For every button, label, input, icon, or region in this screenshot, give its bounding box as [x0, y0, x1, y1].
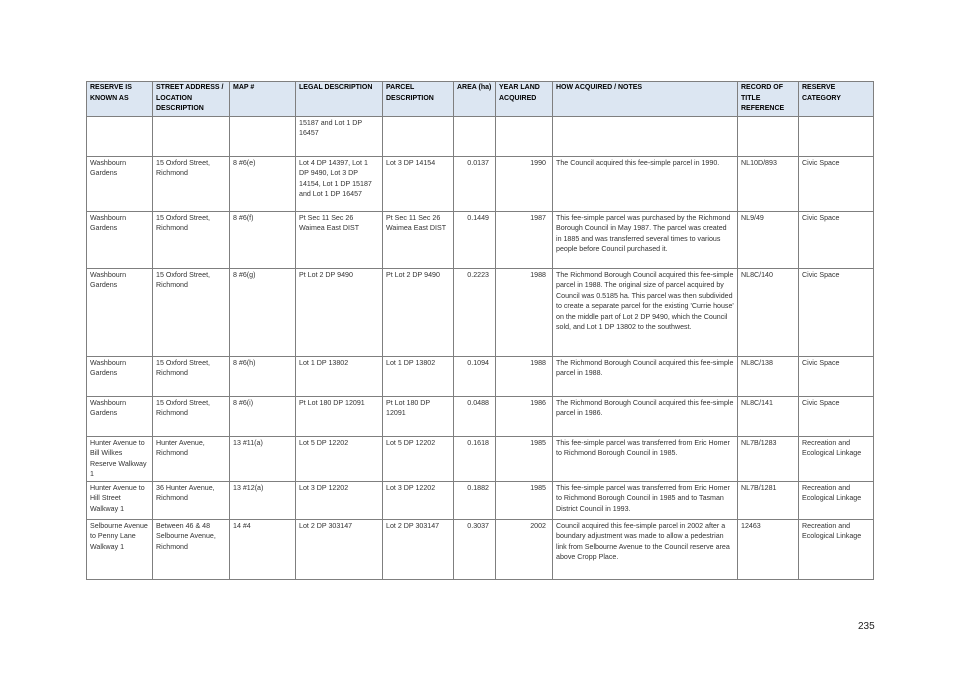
cell-legal-description: Lot 4 DP 14397, Lot 1 DP 9490, Lot 3 DP 14154, Lot 1 DP 15187 and Lot 1 DP 16457 — [296, 157, 383, 212]
cell-map-number: 8 #6(i) — [230, 397, 296, 437]
cell-how-acquired — [553, 117, 738, 157]
cell-reserve-category: Civic Space — [799, 157, 874, 212]
cell-how-acquired: This fee-simple parcel was transferred from Eric Homer to Richmond Borough Council in 1985. — [553, 437, 738, 482]
header-area: AREA (ha) — [454, 82, 496, 117]
cell-reserve-name: Hunter Avenue to Hill Street Walkway 1 — [87, 482, 153, 520]
cell-reserve-category — [799, 117, 874, 157]
cell-title-reference: NL8C/138 — [738, 357, 799, 397]
table-header-row — [87, 82, 874, 117]
cell-reserve-name: Washbourn Gardens — [87, 357, 153, 397]
cell-parcel-description: Pt Lot 2 DP 9490 — [383, 269, 454, 357]
cell-how-acquired: The Council acquired this fee-simple parcel in 1990. — [553, 157, 738, 212]
cell-parcel-description: Lot 3 DP 12202 — [383, 482, 454, 520]
cell-street-address: 15 Oxford Street, Richmond — [153, 269, 230, 357]
table-row — [87, 117, 874, 157]
cell-year-acquired: 2002 — [496, 520, 553, 580]
cell-area: 0.3037 — [454, 520, 496, 580]
reserves-table — [86, 81, 874, 580]
cell-street-address: 15 Oxford Street, Richmond — [153, 357, 230, 397]
header-how-acquired: HOW ACQUIRED / NOTES — [553, 82, 738, 117]
cell-legal-description: Lot 5 DP 12202 — [296, 437, 383, 482]
cell-year-acquired: 1986 — [496, 397, 553, 437]
table-row — [87, 482, 874, 520]
header-legal-description: LEGAL DESCRIPTION — [296, 82, 383, 117]
cell-street-address — [153, 117, 230, 157]
cell-how-acquired: The Richmond Borough Council acquired this fee-simple parcel in 1988. — [553, 357, 738, 397]
cell-map-number — [230, 117, 296, 157]
cell-reserve-name: Selbourne Avenue to Penny Lane Walkway 1 — [87, 520, 153, 580]
cell-area: 0.0137 — [454, 157, 496, 212]
cell-year-acquired: 1985 — [496, 482, 553, 520]
cell-reserve-name: Washbourn Gardens — [87, 212, 153, 269]
cell-reserve-name: Washbourn Gardens — [87, 269, 153, 357]
cell-year-acquired: 1985 — [496, 437, 553, 482]
cell-title-reference: NL7B/1281 — [738, 482, 799, 520]
cell-title-reference: NL8C/141 — [738, 397, 799, 437]
cell-street-address: 15 Oxford Street, Richmond — [153, 212, 230, 269]
table-row — [87, 520, 874, 580]
cell-area: 0.1094 — [454, 357, 496, 397]
cell-year-acquired: 1988 — [496, 269, 553, 357]
cell-reserve-category: Civic Space — [799, 269, 874, 357]
cell-reserve-name: Washbourn Gardens — [87, 397, 153, 437]
header-reserve-category: RESERVE CATEGORY — [799, 82, 874, 117]
table-row — [87, 397, 874, 437]
cell-legal-description: Lot 1 DP 13802 — [296, 357, 383, 397]
cell-reserve-category: Civic Space — [799, 357, 874, 397]
cell-how-acquired: This fee-simple parcel was purchased by the Richmond Borough Council in May 1987. The parcel was created in 1885 and was transferred several times to various people before Council purchased it. — [553, 212, 738, 269]
header-parcel-description: PARCEL DESCRIPTION — [383, 82, 454, 117]
cell-how-acquired: The Richmond Borough Council acquired this fee-simple parcel in 1986. — [553, 397, 738, 437]
table-row — [87, 437, 874, 482]
table-row — [87, 212, 874, 269]
cell-reserve-category: Recreation and Ecological Linkage — [799, 437, 874, 482]
cell-area: 0.1618 — [454, 437, 496, 482]
header-map-number: MAP # — [230, 82, 296, 117]
cell-map-number: 14 #4 — [230, 520, 296, 580]
cell-legal-description: 15187 and Lot 1 DP 16457 — [296, 117, 383, 157]
cell-parcel-description — [383, 117, 454, 157]
header-title-reference: RECORD OF TITLE REFERENCE — [738, 82, 799, 117]
cell-title-reference: 12463 — [738, 520, 799, 580]
cell-legal-description: Lot 3 DP 12202 — [296, 482, 383, 520]
cell-year-acquired: 1990 — [496, 157, 553, 212]
cell-area: 0.2223 — [454, 269, 496, 357]
cell-reserve-name: Hunter Avenue to Bill Wilkes Reserve Walkway 1 — [87, 437, 153, 482]
cell-map-number: 13 #12(a) — [230, 482, 296, 520]
cell-year-acquired — [496, 117, 553, 157]
cell-title-reference: NL9/49 — [738, 212, 799, 269]
page-number: 235 — [858, 621, 875, 632]
cell-legal-description: Pt Lot 2 DP 9490 — [296, 269, 383, 357]
header-year-acquired: YEAR LAND ACQUIRED — [496, 82, 553, 117]
cell-reserve-category: Civic Space — [799, 212, 874, 269]
cell-parcel-description: Pt Sec 11 Sec 26 Waimea East DIST — [383, 212, 454, 269]
cell-reserve-category: Recreation and Ecological Linkage — [799, 482, 874, 520]
cell-parcel-description: Lot 1 DP 13802 — [383, 357, 454, 397]
cell-street-address: 15 Oxford Street, Richmond — [153, 397, 230, 437]
header-reserve-name: RESERVE IS KNOWN AS — [87, 82, 153, 117]
cell-legal-description: Lot 2 DP 303147 — [296, 520, 383, 580]
cell-how-acquired: Council acquired this fee-simple parcel in 2002 after a boundary adjustment was made to allow a pedestrian link from Selbourne Avenue to the Council reserve area above Cropp Place. — [553, 520, 738, 580]
cell-map-number: 8 #6(h) — [230, 357, 296, 397]
table-row — [87, 269, 874, 357]
cell-reserve-name: Washbourn Gardens — [87, 157, 153, 212]
cell-year-acquired: 1987 — [496, 212, 553, 269]
cell-area: 0.0488 — [454, 397, 496, 437]
header-street-address: STREET ADDRESS / LOCATION DESCRIPTION — [153, 82, 230, 117]
cell-reserve-category: Civic Space — [799, 397, 874, 437]
cell-street-address: Between 46 & 48 Selbourne Avenue, Richmond — [153, 520, 230, 580]
cell-how-acquired: This fee-simple parcel was transferred from Eric Homer to Richmond Borough Council in 1985 and to Tasman District Council in 1993. — [553, 482, 738, 520]
cell-parcel-description: Lot 2 DP 303147 — [383, 520, 454, 580]
cell-title-reference — [738, 117, 799, 157]
cell-year-acquired: 1988 — [496, 357, 553, 397]
cell-reserve-category: Recreation and Ecological Linkage — [799, 520, 874, 580]
cell-map-number: 13 #11(a) — [230, 437, 296, 482]
cell-area — [454, 117, 496, 157]
cell-map-number: 8 #6(g) — [230, 269, 296, 357]
cell-parcel-description: Pt Lot 180 DP 12091 — [383, 397, 454, 437]
cell-reserve-name — [87, 117, 153, 157]
cell-parcel-description: Lot 5 DP 12202 — [383, 437, 454, 482]
cell-parcel-description: Lot 3 DP 14154 — [383, 157, 454, 212]
cell-area: 0.1882 — [454, 482, 496, 520]
cell-street-address: 36 Hunter Avenue, Richmond — [153, 482, 230, 520]
cell-title-reference: NL10D/893 — [738, 157, 799, 212]
cell-how-acquired: The Richmond Borough Council acquired this fee-simple parcel in 1988. The original size of parcel acquired by Council was 0.5185 ha. This parcel was then subdivided to create a separate parcel for the existing 'Currie house' on the middle part of Lot 2 DP 9490, which the Council sold, and Lot 1 DP 13802 to the southwest. — [553, 269, 738, 357]
cell-area: 0.1449 — [454, 212, 496, 269]
cell-map-number: 8 #6(e) — [230, 157, 296, 212]
table-row — [87, 157, 874, 212]
cell-title-reference: NL8C/140 — [738, 269, 799, 357]
cell-title-reference: NL7B/1283 — [738, 437, 799, 482]
cell-legal-description: Pt Sec 11 Sec 26 Waimea East DIST — [296, 212, 383, 269]
table-row — [87, 357, 874, 397]
cell-street-address: Hunter Avenue, Richmond — [153, 437, 230, 482]
cell-street-address: 15 Oxford Street, Richmond — [153, 157, 230, 212]
table-body — [87, 117, 874, 580]
cell-legal-description: Pt Lot 180 DP 12091 — [296, 397, 383, 437]
cell-map-number: 8 #6(f) — [230, 212, 296, 269]
